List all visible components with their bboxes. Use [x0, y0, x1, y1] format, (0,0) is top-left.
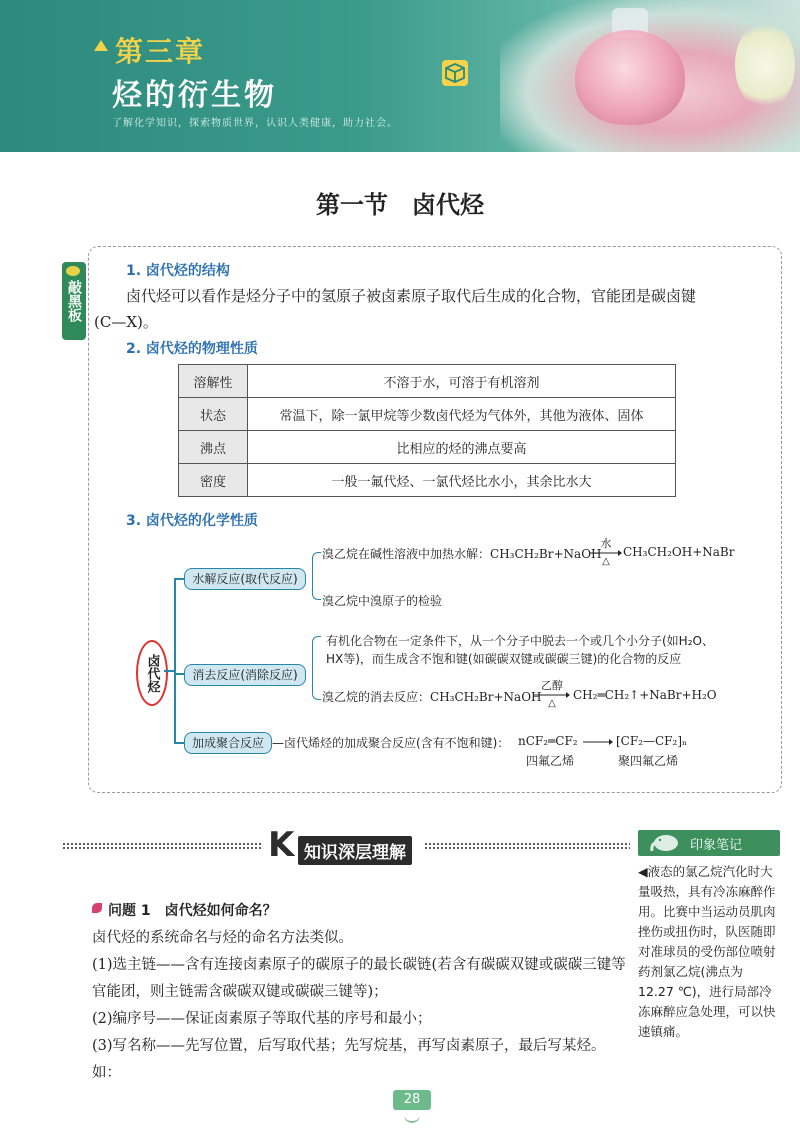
question-title: 问题 1 卤代烃如何命名？ [108, 903, 277, 919]
chapter-arrow-icon [94, 40, 108, 51]
table-row [179, 431, 676, 464]
reaction-arrow-icon [583, 738, 613, 746]
haloalkane-center-node [136, 640, 168, 706]
table-row [179, 398, 676, 431]
trunk-line [174, 578, 176, 743]
knowledge-band-title: 知识深层理解 [298, 836, 412, 865]
table-value: 一般一氟代烃、一氯代烃比水小，其余比水大 [248, 464, 676, 497]
table-row [179, 464, 676, 497]
elimination-products: CH₂═CH₂↑+NaBr+H₂O [573, 688, 717, 702]
ptfe-label: 聚四氟乙烯 [618, 754, 679, 768]
table-key: 密度 [179, 464, 248, 497]
k-logo-icon: K [268, 825, 295, 865]
table-value: 比相应的烃的沸点要高 [248, 431, 676, 464]
physical-properties-table [178, 364, 676, 497]
banner-subtitle: 了解化学知识，探索物质世界，认识人类健康，助力社会。 [112, 118, 398, 129]
elephant-icon [648, 831, 682, 853]
center-label: 卤代烃 [144, 653, 160, 693]
chapter-label: 第三章 [115, 35, 206, 68]
bromine-test-text: 溴乙烷中溴原子的检验 [322, 594, 443, 608]
elimination-definition-2: HX等)，而生成含不饱和键(如碳碳双键或碳碳三键)的化合物的反应 [326, 652, 682, 666]
connector-line [174, 673, 184, 675]
polymerization-product: [CF₂—CF₂]ₙ [616, 734, 688, 748]
table-row [179, 365, 676, 398]
question-intro: 卤代烃的系统命名与烃的命名方法类似。 [92, 930, 353, 946]
heading-physical: 2. 卤代烃的物理性质 [126, 341, 258, 357]
structure-line1: 卤代烃可以看作是烃分子中的氢原子被卤素原子取代后生成的化合物，官能团是碳卤键 [126, 287, 697, 305]
tab-dot-icon [66, 266, 80, 276]
table-key: 溶解性 [179, 365, 248, 398]
elimination-node: 消去反应(消除反应) [184, 664, 306, 686]
section-title: 第一节 卤代烃 [316, 190, 484, 219]
heading-chemical: 3. 卤代烃的化学性质 [126, 513, 258, 529]
table-key: 沸点 [179, 431, 248, 464]
polymerization-reactant: nCF₂═CF₂ [518, 734, 578, 748]
elimination-condition-top: 乙醇 [541, 679, 563, 692]
dotted-divider [62, 842, 262, 850]
polymerization-node: 加成聚合反应 [184, 732, 272, 754]
heading-structure: 1. 卤代烃的结构 [126, 263, 230, 279]
elimination-reactants: CH₃CH₂Br+NaOH [430, 690, 542, 704]
dotted-divider [424, 842, 630, 850]
table-value: 常温下，除一氯甲烷等少数卤代烃为气体外，其他为液体、固体 [248, 398, 676, 431]
flower-image [735, 20, 795, 110]
table-key: 状态 [179, 398, 248, 431]
hydrolysis-node: 水解反应(取代反应) [184, 568, 306, 590]
page-number: 28 [393, 1090, 431, 1110]
hydrolysis-products: CH₃CH₂OH+NaBr [623, 545, 735, 559]
hydrolysis-condition-top: 水 [600, 537, 612, 550]
blackboard-tab-label: 敲黑板 [66, 280, 82, 322]
cube-icon [440, 58, 470, 88]
connector-line [174, 578, 184, 580]
leaf-icon [404, 1113, 420, 1123]
question-marker-icon [92, 903, 102, 913]
naming-step-3: (3)写名称——先写位置，后写取代基；先写烷基，再写卤素原子，最后写某烃。如： [92, 1038, 606, 1081]
hydrolysis-reactants: CH₃CH₂Br+NaOH [490, 547, 602, 561]
elimination-brace [312, 636, 321, 700]
hydrolysis-condition-bottom: △ [602, 556, 610, 567]
table-value: 不溶于水，可溶于有机溶剂 [248, 365, 676, 398]
chapter-title: 烃的衍生物 [112, 78, 277, 113]
hydrolysis-brace [312, 552, 321, 600]
structure-line2: (C—X)。 [94, 313, 158, 331]
elimination-condition-bottom: △ [548, 698, 556, 709]
tetrafluoroethylene-label: 四氟乙烯 [526, 754, 575, 768]
naming-step-2: (2)编序号——保证卤素原子等取代基的序号和最小； [92, 1011, 432, 1027]
naming-step-1: (1)选主链——含有连接卤素原子的碳原子的最长碳链(若含有碳碳双键或碳碳三键等官能团，则主链需含碳碳双键或碳碳三键等)； [92, 957, 626, 1000]
hydrolysis-desc: 溴乙烷在碱性溶液中加热水解： [322, 547, 491, 561]
polymerization-desc: —卤代烯烃的加成聚合反应(含有不饱和键)： [272, 736, 510, 750]
elimination-definition-1: 有机化合物在一定条件下，从一个分子中脱去一个或几个小分子(如H₂O、 [326, 634, 714, 648]
connector-line [174, 742, 184, 744]
connector-line [164, 670, 174, 672]
elimination-desc: 溴乙烷的消去反应： [322, 690, 431, 704]
note-text: ◀液态的氯乙烷汽化时大量吸热，具有冷冻麻醉作用。比赛中当运动员肌肉挫伤或扭伤时，队医随即对准球员的受伤部位喷射药剂氯乙烷(沸点为 12.27 ℃)，进行局部冷冻麻醉应急处理，可以快速镇痛。 [638, 864, 776, 1039]
flask-image [575, 30, 685, 125]
note-header-label: 印象笔记 [690, 838, 743, 853]
